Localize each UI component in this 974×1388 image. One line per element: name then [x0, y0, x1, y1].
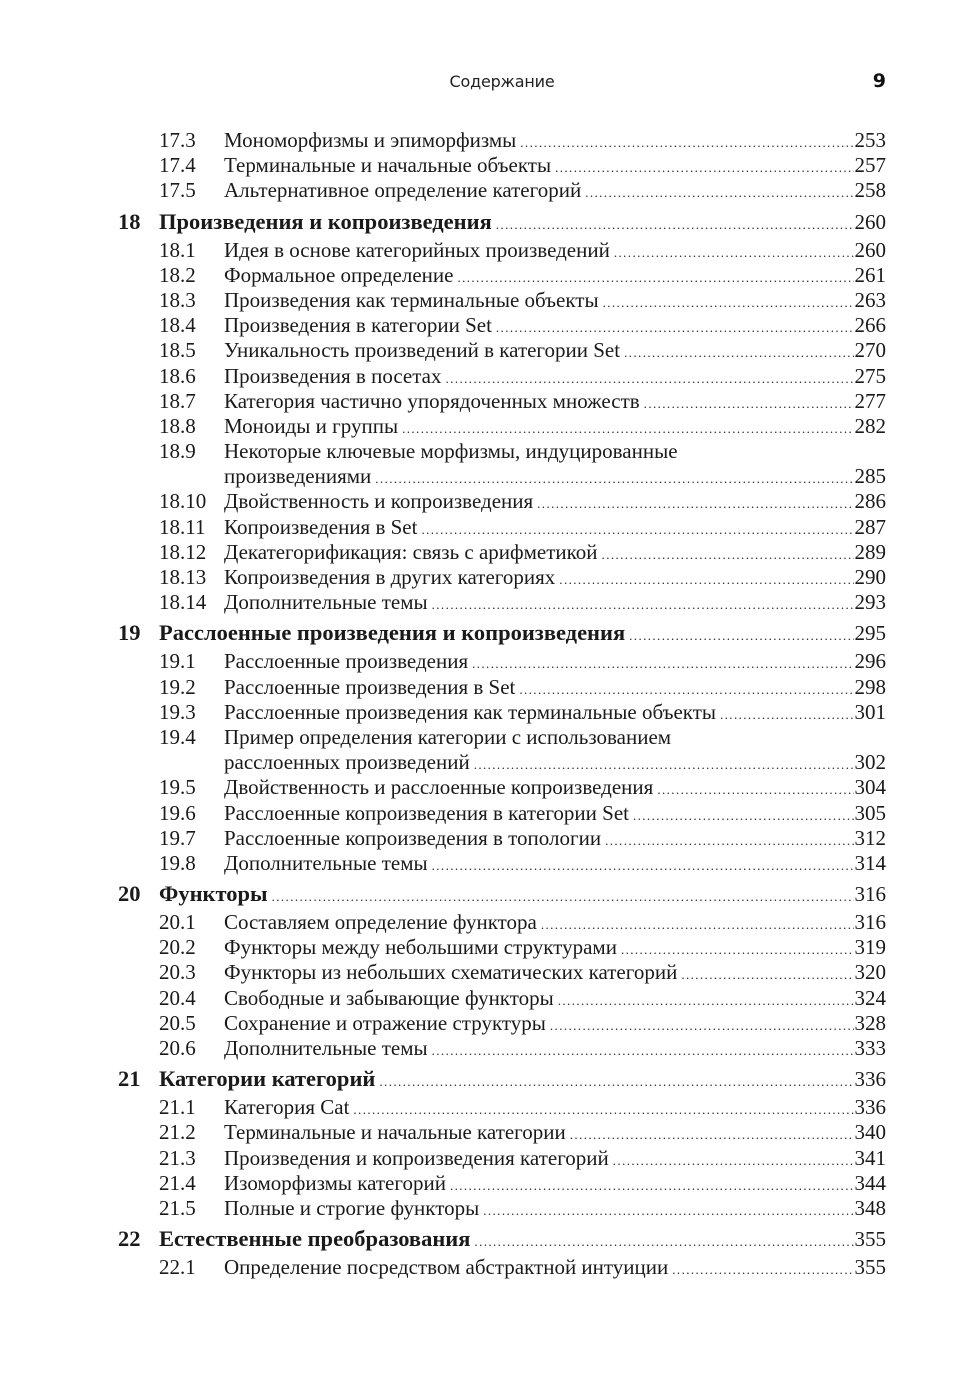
- section-number: 19.8: [159, 850, 196, 875]
- toc-entry[interactable]: [118, 649, 886, 674]
- toc-entry[interactable]: [118, 851, 886, 876]
- leader-dots: [432, 592, 854, 617]
- chapter-title: Категории категорий: [159, 1066, 376, 1092]
- section-number: 20.4: [159, 985, 196, 1010]
- leader-dots: [353, 1097, 853, 1122]
- section-number: 22.1: [159, 1255, 196, 1280]
- leader-dots: [375, 466, 853, 491]
- section-number: 21.3: [159, 1145, 196, 1170]
- section-number: 17.3: [159, 128, 196, 152]
- section-number: 21.2: [159, 1120, 196, 1145]
- section-number: 17.5: [159, 178, 196, 203]
- page-ref: 336: [854, 1067, 886, 1092]
- section-title: Моноиды и группы: [224, 413, 399, 438]
- toc-entry[interactable]: [118, 238, 886, 263]
- toc-entry[interactable]: [118, 153, 886, 178]
- section-number: 18.8: [159, 413, 196, 438]
- page-ref: 295: [854, 621, 886, 646]
- leader-dots: [550, 1013, 854, 1038]
- chapter-number: 20: [118, 881, 141, 907]
- toc-entry[interactable]: [118, 364, 886, 389]
- toc-entry[interactable]: [118, 1171, 886, 1196]
- toc-chapter-21[interactable]: [118, 1066, 886, 1092]
- section-number: 21.1: [159, 1095, 196, 1120]
- page-ref: 275: [854, 363, 886, 388]
- toc-entry[interactable]: [118, 389, 886, 414]
- leader-dots: [446, 366, 854, 391]
- leader-dots: [633, 803, 854, 828]
- leader-dots: [720, 702, 854, 727]
- toc-entry[interactable]: [118, 801, 886, 826]
- section-number: 20.6: [159, 1036, 196, 1060]
- toc-entry[interactable]: [118, 700, 886, 725]
- toc-entry-continuation[interactable]: [118, 464, 886, 489]
- toc-entry[interactable]: [118, 725, 886, 750]
- toc-entry[interactable]: [118, 540, 886, 565]
- section-title: Изоморфизмы категорий: [224, 1170, 446, 1195]
- section-title: Альтернативное определение категорий: [224, 178, 582, 203]
- section-title: Уникальность произведений в категории Set: [224, 338, 621, 363]
- section-title: Пример определения категории с использованием: [224, 724, 672, 749]
- leader-dots: [629, 623, 853, 649]
- toc-chapter-20[interactable]: [118, 881, 886, 907]
- section-number: 19.5: [159, 775, 196, 800]
- toc-entry[interactable]: [118, 935, 886, 960]
- page-ref: 293: [854, 590, 886, 615]
- page-ref: 316: [854, 910, 886, 935]
- page-ref: 341: [854, 1145, 886, 1170]
- section-title: Произведения как терминальные объекты: [224, 287, 599, 312]
- chapter-title: Произведения и копроизведения: [159, 208, 492, 234]
- toc-entry-continuation[interactable]: [118, 750, 886, 775]
- section-number: 20.1: [159, 910, 196, 935]
- section-title: Расслоенные копроизведения в категории Set: [224, 800, 629, 825]
- chapter-number: 18: [118, 208, 141, 234]
- section-title: Составляем определение функтора: [224, 910, 537, 935]
- leader-dots: [432, 1038, 854, 1063]
- section-title: Дополнительные темы: [224, 590, 428, 615]
- section-title: Категория Cat: [224, 1095, 350, 1120]
- page-ref: 314: [854, 850, 886, 875]
- section-number: 21.4: [159, 1170, 196, 1195]
- section-title: Двойственность и копроизведения: [224, 489, 534, 514]
- toc-entry[interactable]: [118, 263, 886, 288]
- section-number: 20.3: [159, 960, 196, 985]
- section-number: 18.13: [159, 565, 207, 589]
- leader-dots: [541, 912, 854, 937]
- page-ref: 298: [854, 674, 886, 699]
- section-title: Произведения и копроизведения категорий: [224, 1145, 609, 1170]
- page-ref: 304: [854, 775, 886, 800]
- chapter-title: Расслоенные произведения и копроизведения: [159, 620, 626, 646]
- section-title: Расслоенные копроизведения в топологии: [224, 825, 602, 850]
- section-title: Декатегорификация: связь с арифметикой: [224, 539, 598, 564]
- leader-dots: [520, 130, 853, 155]
- toc-entry[interactable]: [118, 910, 886, 935]
- toc-entry[interactable]: [118, 1120, 886, 1145]
- page-ref: 286: [854, 489, 886, 514]
- table-of-contents: [118, 128, 886, 1280]
- leader-dots: [621, 937, 854, 962]
- toc-entry[interactable]: [118, 489, 886, 514]
- toc-entry[interactable]: [118, 439, 886, 464]
- chapter-title: Функторы: [159, 881, 268, 907]
- page-ref: 312: [854, 825, 886, 850]
- chapter-number: 19: [118, 620, 141, 646]
- section-number: 18.1: [159, 237, 196, 262]
- section-title: Определение посредством абстрактной интуиции: [224, 1255, 669, 1280]
- page-ref: 260: [854, 209, 886, 234]
- page-ref: 263: [854, 287, 886, 312]
- page-header: [0, 70, 974, 96]
- leader-dots: [474, 1229, 853, 1255]
- toc-entry[interactable]: [118, 1011, 886, 1036]
- section-number: 20.2: [159, 935, 196, 960]
- leader-dots: [402, 416, 853, 441]
- toc-entry[interactable]: [118, 288, 886, 313]
- section-number: 18.14: [159, 590, 207, 615]
- page-ref: 290: [854, 565, 886, 589]
- section-title: Дополнительные темы: [224, 1036, 428, 1060]
- section-title: Произведения в категории Set: [224, 313, 492, 338]
- section-number: 18.2: [159, 262, 196, 287]
- section-title: Функторы из небольших схематических категорий: [224, 960, 678, 985]
- leader-dots: [474, 752, 854, 777]
- section-title: Мономорфизмы и эпиморфизмы: [224, 128, 517, 152]
- page-ref: 344: [854, 1170, 886, 1195]
- toc-entry[interactable]: [118, 414, 886, 439]
- section-number: 18.10: [159, 489, 207, 514]
- toc-entry[interactable]: [118, 313, 886, 338]
- page-ref: 302: [854, 750, 886, 775]
- page-ref: 253: [854, 128, 886, 152]
- leader-dots: [379, 1069, 853, 1095]
- page-ref: 289: [854, 539, 886, 564]
- leader-dots: [472, 651, 853, 676]
- leader-dots: [558, 988, 854, 1013]
- leader-dots: [624, 340, 853, 365]
- page-ref: 287: [854, 514, 886, 539]
- section-number: 19.3: [159, 699, 196, 724]
- toc-entry[interactable]: [118, 1255, 886, 1280]
- toc-entry[interactable]: [118, 775, 886, 800]
- leader-dots: [681, 962, 853, 987]
- section-title: Расслоенные произведения в Set: [224, 674, 516, 699]
- section-title: Некоторые ключевые морфизмы, индуцированные: [224, 439, 678, 464]
- leader-dots: [496, 315, 854, 340]
- section-number: 18.7: [159, 388, 196, 413]
- page-ref: 301: [854, 699, 886, 724]
- leader-dots: [519, 677, 853, 702]
- leader-dots: [602, 542, 854, 567]
- leader-dots: [570, 1122, 854, 1147]
- page-ref: 296: [854, 649, 886, 674]
- page-ref: 324: [854, 985, 886, 1010]
- section-title: Полные и строгие функторы: [224, 1195, 480, 1220]
- page-ref: 336: [854, 1095, 886, 1120]
- section-title: Произведения в посетах: [224, 363, 442, 388]
- section-title: Копроизведения в других категориях: [224, 565, 556, 589]
- running-title: Содержание: [449, 72, 555, 91]
- leader-dots: [603, 290, 854, 315]
- section-number: 19.7: [159, 825, 196, 850]
- chapter-number: 21: [118, 1066, 141, 1092]
- leader-dots: [537, 491, 853, 516]
- leader-dots: [272, 884, 854, 910]
- section-title: Свободные и забывающие функторы: [224, 985, 554, 1010]
- toc-entry[interactable]: [118, 1036, 886, 1061]
- section-number: 17.4: [159, 153, 196, 178]
- toc-chapter-19[interactable]: [118, 620, 886, 646]
- section-title: Двойственность и расслоенные копроизведения: [224, 775, 654, 800]
- toc-entry[interactable]: [118, 565, 886, 590]
- section-title: Расслоенные произведения как терминальные объекты: [224, 699, 716, 724]
- page-ref: 355: [854, 1255, 886, 1280]
- section-title-continuation: произведениями: [224, 464, 372, 489]
- toc-entry[interactable]: [118, 1196, 886, 1221]
- page-ref: 305: [854, 800, 886, 825]
- leader-dots: [432, 853, 854, 878]
- chapter-number: 22: [118, 1226, 141, 1252]
- section-number: 19.6: [159, 800, 196, 825]
- section-number: 18.3: [159, 287, 196, 312]
- page-ref: 316: [854, 882, 886, 907]
- page-ref: 257: [854, 153, 886, 178]
- section-title: Дополнительные темы: [224, 850, 428, 875]
- page-ref: 348: [854, 1195, 886, 1220]
- toc-entry[interactable]: [118, 338, 886, 363]
- section-title: Копроизведения в Set: [224, 514, 418, 539]
- leader-dots: [496, 212, 854, 238]
- section-number: 18.11: [159, 514, 206, 539]
- page-ref: 333: [854, 1036, 886, 1060]
- leader-dots: [450, 1173, 854, 1198]
- chapter-title: Естественные преобразования: [159, 1226, 471, 1252]
- toc-entry[interactable]: [118, 128, 886, 153]
- toc-entry[interactable]: [118, 826, 886, 851]
- section-title: Терминальные и начальные объекты: [224, 153, 552, 178]
- section-title: Терминальные и начальные категории: [224, 1120, 566, 1145]
- toc-entry[interactable]: [118, 515, 886, 540]
- toc-chapter-22[interactable]: [118, 1226, 886, 1252]
- section-number: 18.5: [159, 338, 196, 363]
- section-number: 19.2: [159, 674, 196, 699]
- section-number: 18.6: [159, 363, 196, 388]
- leader-dots: [555, 155, 853, 180]
- leader-dots: [644, 391, 854, 416]
- toc-entry[interactable]: [118, 675, 886, 700]
- leader-dots: [457, 265, 853, 290]
- page-ref: 340: [854, 1120, 886, 1145]
- leader-dots: [613, 1148, 854, 1173]
- page-ref: 285: [854, 464, 886, 489]
- leader-dots: [483, 1198, 853, 1223]
- leader-dots: [559, 567, 853, 592]
- section-title: Идея в основе категорийных произведений: [224, 237, 610, 262]
- page-ref: 282: [854, 413, 886, 438]
- page-ref: 266: [854, 313, 886, 338]
- toc-entry[interactable]: [118, 986, 886, 1011]
- page-ref: 319: [854, 935, 886, 960]
- leader-dots: [672, 1257, 853, 1282]
- leader-dots: [585, 180, 853, 205]
- toc-chapter-18[interactable]: [118, 209, 886, 235]
- leader-dots: [605, 828, 853, 853]
- section-number: 19.1: [159, 649, 196, 674]
- page-ref: 261: [854, 262, 886, 287]
- page-ref: 258: [854, 178, 886, 203]
- section-number: 18.9: [159, 439, 196, 464]
- section-number: 20.5: [159, 1010, 196, 1035]
- page-ref: 320: [854, 960, 886, 985]
- page-ref: 328: [854, 1010, 886, 1035]
- section-number: 21.5: [159, 1195, 196, 1220]
- leader-dots: [657, 777, 853, 802]
- section-number: 19.4: [159, 724, 196, 749]
- section-number: 18.12: [159, 539, 207, 564]
- section-title: Формальное определение: [224, 262, 454, 287]
- page-ref: 270: [854, 338, 886, 363]
- leader-dots: [421, 517, 853, 542]
- section-title-continuation: расслоенных произведений: [224, 750, 470, 775]
- toc-entry[interactable]: [118, 178, 886, 203]
- page-ref: 355: [854, 1227, 886, 1252]
- page-ref: 277: [854, 388, 886, 413]
- section-title: Сохранение и отражение структуры: [224, 1010, 546, 1035]
- toc-entry[interactable]: [118, 960, 886, 985]
- section-title: Категория частично упорядоченных множеств: [224, 388, 640, 413]
- section-title: Функторы между небольшими структурами: [224, 935, 617, 960]
- page-number: 9: [872, 70, 886, 92]
- toc-entry[interactable]: [118, 1146, 886, 1171]
- page-ref: 260: [854, 237, 886, 262]
- leader-dots: [614, 240, 854, 265]
- toc-entry[interactable]: [118, 590, 886, 615]
- section-number: 18.4: [159, 313, 196, 338]
- section-title: Расслоенные произведения: [224, 649, 469, 674]
- toc-entry[interactable]: [118, 1095, 886, 1120]
